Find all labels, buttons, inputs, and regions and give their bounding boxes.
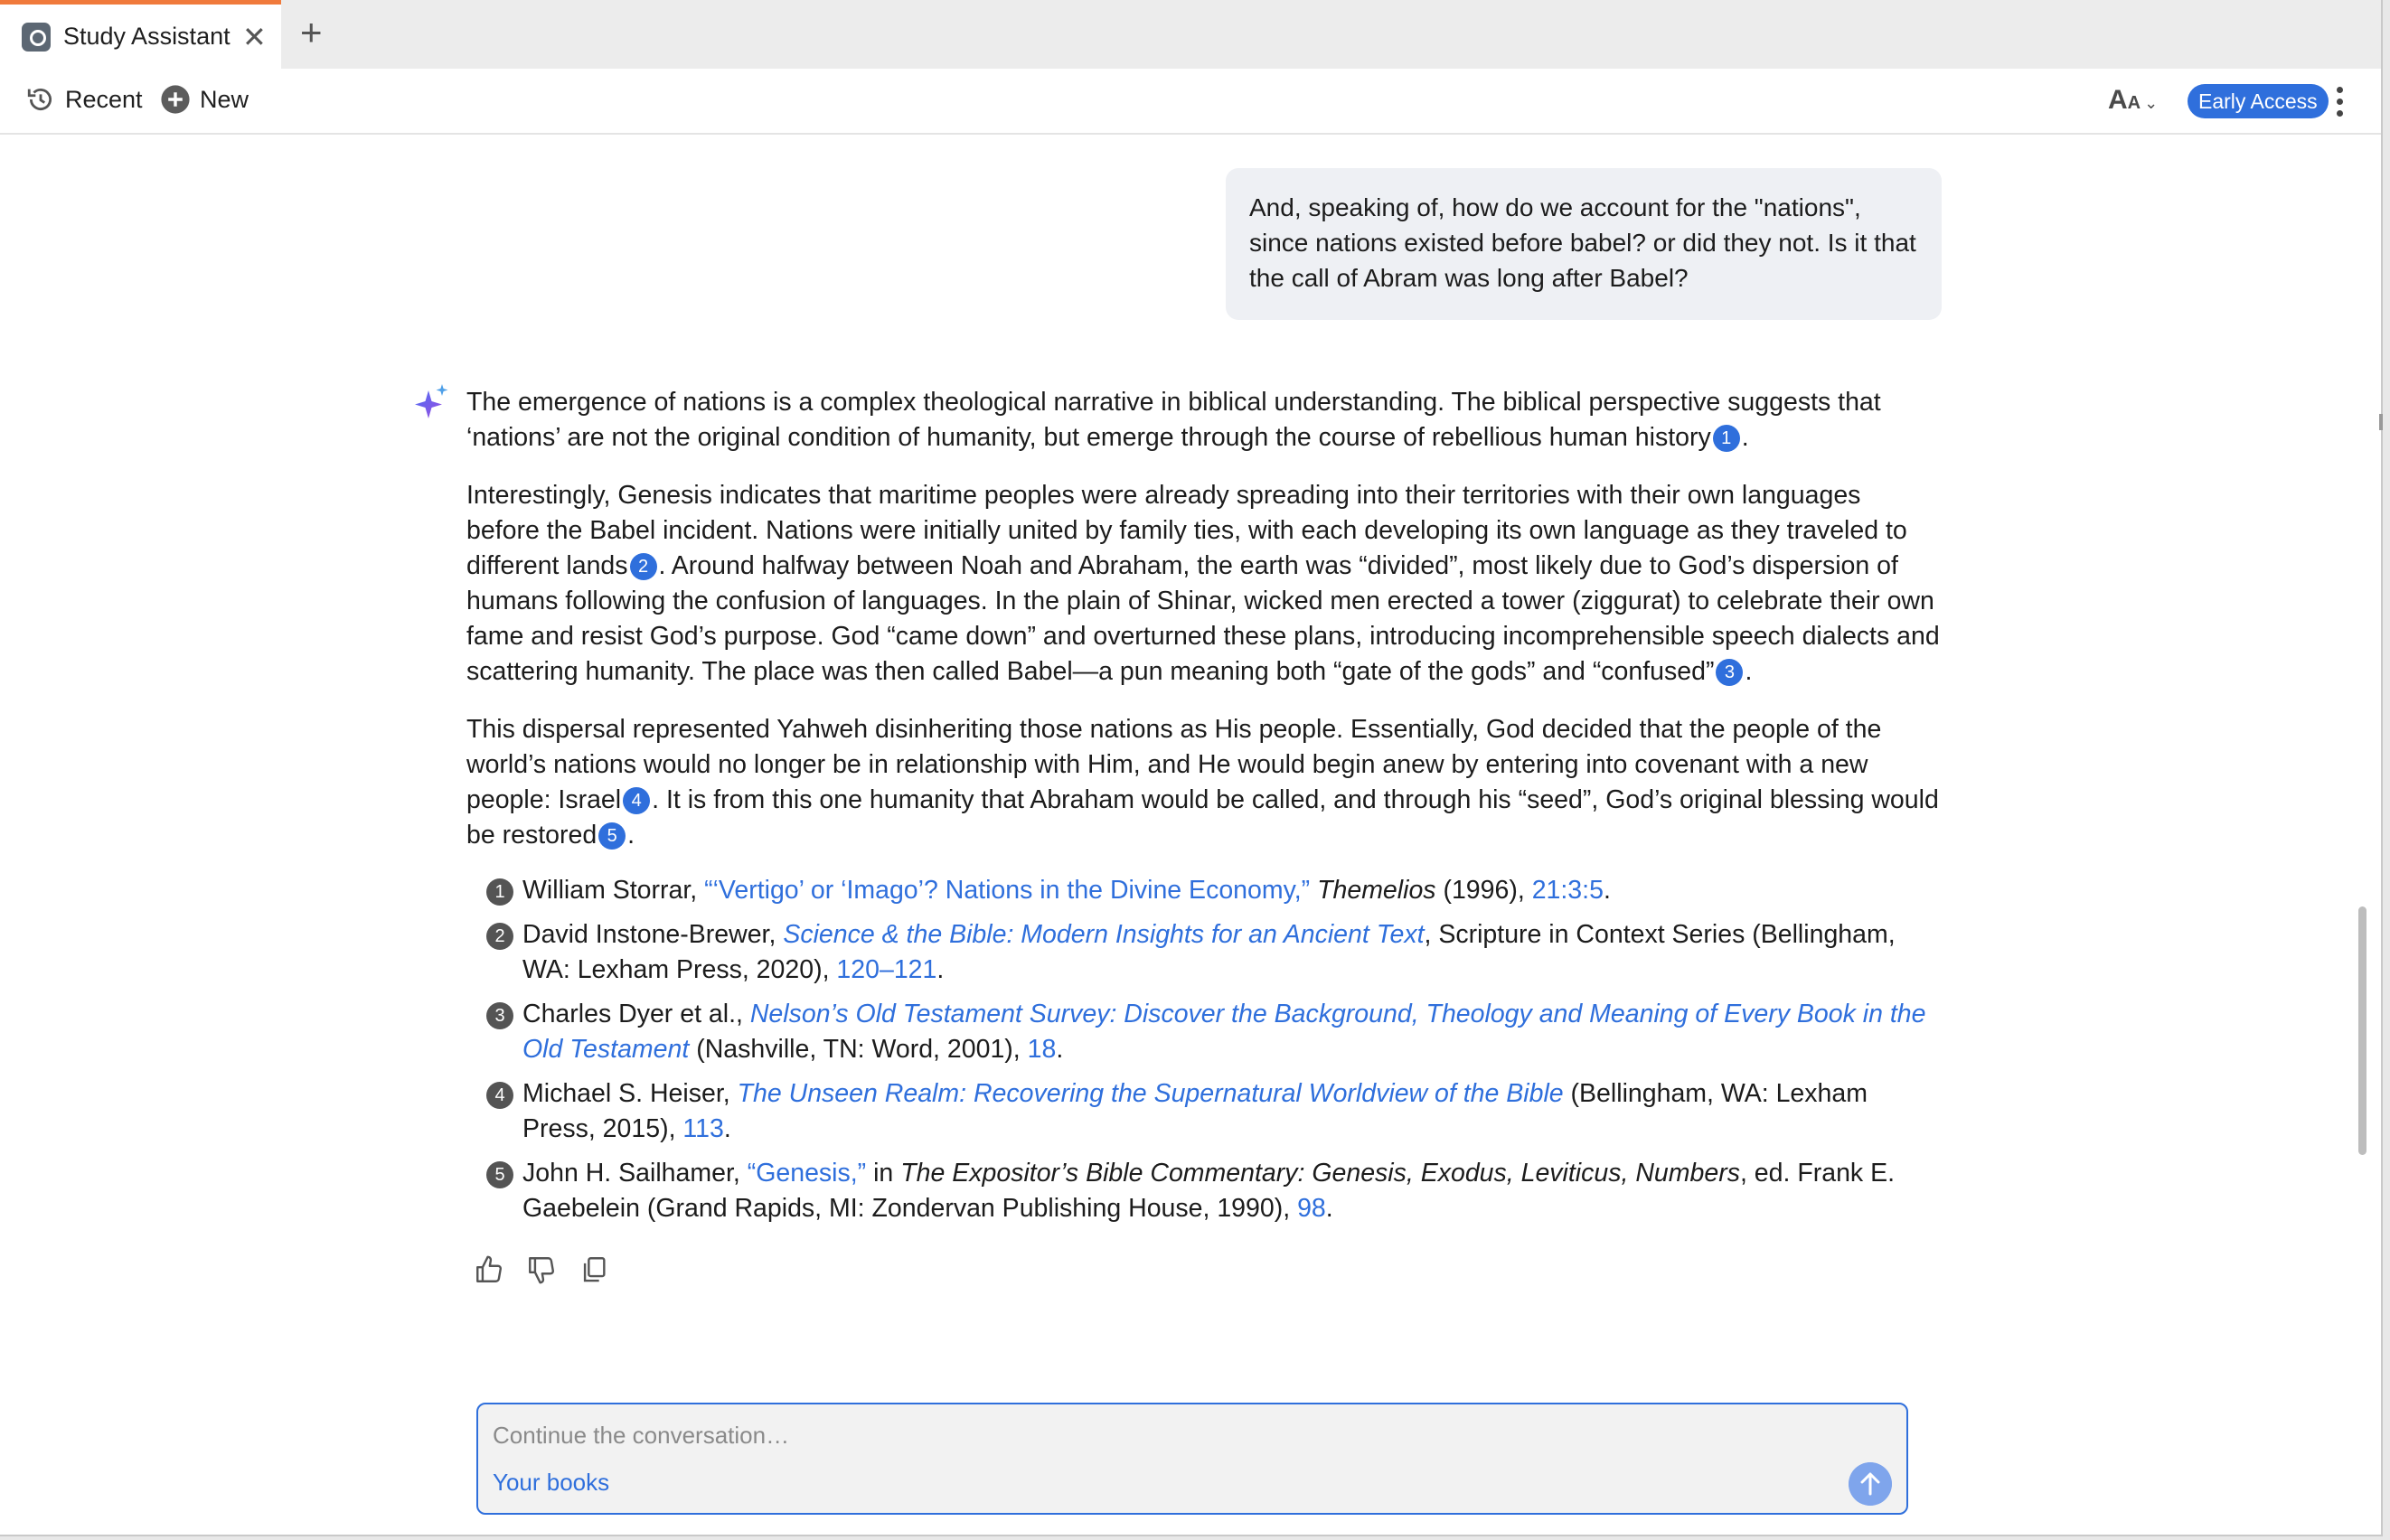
reference-journal: Themelios bbox=[1317, 876, 1436, 905]
new-button[interactable] bbox=[160, 84, 249, 115]
reference-item bbox=[486, 917, 1940, 988]
reference-title-link[interactable]: Science & the Bible: Modern Insights for an Ancient Text bbox=[783, 920, 1425, 949]
recent-label: Recent bbox=[65, 85, 143, 113]
answer-text: Interestingly, Genesis indicates that maritime peoples were already spreading into their territories with their own languages before the Babel incident. Nations were initially united by family ties, with each developing its own language as they traveled to different lands bbox=[466, 481, 1907, 580]
chevron-down-icon: ⌄ bbox=[2144, 94, 2159, 112]
reference-pages-link[interactable]: 113 bbox=[682, 1114, 724, 1143]
reference-details: (Bellingham, WA: Lexham Press, 2015), bbox=[522, 1079, 1868, 1143]
reference-pages-link[interactable]: 98 bbox=[1297, 1194, 1326, 1223]
assistant-answer bbox=[466, 385, 1940, 1235]
reference-number: 1 bbox=[486, 878, 513, 906]
citation-marker[interactable]: 4 bbox=[623, 787, 650, 814]
answer-text: . It is from this one humanity that Abraham would be called, and through his “seed”, God’s original blessing would be restored bbox=[466, 785, 1939, 850]
reference-details: (Nashville, TN: Word, 2001), bbox=[689, 1035, 1028, 1064]
citation-marker[interactable]: 1 bbox=[1713, 425, 1740, 452]
answer-paragraph bbox=[466, 478, 1940, 690]
reference-item bbox=[486, 1076, 1940, 1147]
reference-number: 3 bbox=[486, 1002, 513, 1029]
font-size-button[interactable] bbox=[2108, 85, 2158, 116]
user-message-bubble: And, speaking of, how do we account for the "nations", since nations existed before babel? or did they not. Is it that the call of Abram was long after Babel? bbox=[1226, 168, 1942, 320]
reference-author: David Instone-Brewer, bbox=[522, 920, 784, 949]
answer-text: The emergence of nations is a complex theological narrative in biblical understanding. The biblical perspective suggests that ‘nations’ are not the original condition of humanity, but emerge through the course of rebellious human history bbox=[466, 388, 1881, 452]
more-options-icon[interactable] bbox=[2334, 87, 2345, 117]
reference-item bbox=[486, 997, 1940, 1067]
reference-pages-link[interactable]: 18 bbox=[1027, 1035, 1057, 1064]
reference-pages-link[interactable]: 21:3:5 bbox=[1531, 876, 1604, 905]
plus-circle-icon bbox=[160, 84, 191, 115]
reference-title-link[interactable]: “Genesis,” bbox=[747, 1159, 867, 1188]
thumbs-down-icon[interactable] bbox=[526, 1254, 557, 1285]
reference-title-link[interactable]: “‘Vertigo’ or ‘Imago’? Nations in the Divine Economy,” bbox=[704, 876, 1311, 905]
reference-details: , Scripture in Context Series (Bellingham, WA: Lexham Press, 2020), bbox=[522, 920, 1896, 984]
reference-title-link[interactable]: The Unseen Realm: Recovering the Supernatural Worldview of the Bible bbox=[737, 1079, 1564, 1108]
scrollbar[interactable] bbox=[2358, 906, 2366, 1155]
reference-item bbox=[486, 873, 1940, 908]
window-edge-handle bbox=[2379, 414, 2383, 430]
answer-paragraph bbox=[466, 385, 1940, 455]
new-tab-button[interactable]: + bbox=[300, 11, 323, 53]
close-icon[interactable]: ✕ bbox=[242, 21, 267, 53]
answer-paragraph bbox=[466, 712, 1940, 853]
reference-number: 5 bbox=[486, 1161, 513, 1188]
reference-number: 2 bbox=[486, 923, 513, 950]
reference-end: . bbox=[723, 1114, 731, 1143]
recent-button[interactable] bbox=[25, 84, 143, 115]
reference-number: 4 bbox=[486, 1082, 513, 1109]
reference-end: . bbox=[1603, 876, 1611, 905]
reference-author: John H. Sailhamer, bbox=[522, 1159, 748, 1188]
answer-text: . bbox=[1745, 657, 1753, 686]
reference-end: . bbox=[1056, 1035, 1064, 1064]
citation-marker[interactable]: 5 bbox=[598, 822, 626, 850]
reference-pages-link[interactable]: 120–121 bbox=[836, 955, 937, 984]
history-icon bbox=[25, 84, 56, 115]
feedback-actions bbox=[474, 1254, 609, 1285]
reference-connector: in bbox=[866, 1159, 901, 1188]
answer-text: . bbox=[1741, 423, 1749, 452]
font-size-label: A bbox=[2108, 85, 2128, 115]
toolbar bbox=[0, 69, 2381, 135]
font-size-small-label: A bbox=[2127, 93, 2141, 113]
thumbs-up-icon[interactable] bbox=[474, 1254, 504, 1285]
arrow-up-icon[interactable] bbox=[1849, 1462, 1892, 1506]
citation-marker[interactable]: 2 bbox=[630, 553, 657, 580]
reference-details: , ed. Frank E. Gaebelein (Grand Rapids, MI: Zondervan Publishing House, 1990), bbox=[522, 1159, 1896, 1223]
answer-text: . Around halfway between Noah and Abraham, the earth was “divided”, most likely due to God’s dispersion of humans following the confusion of languages. In the plain of Shinar, wicked men erected a tower (ziggurat) to celebrate their own fame and resist God’s purpose. God “came down” and overturned these plans, introducing incomprehensible speech dialects and scattering humanity. The place was then called Babel—a pun meaning both “gate of the gods” and “confused” bbox=[466, 551, 1940, 686]
early-access-badge[interactable]: Early Access bbox=[2188, 84, 2329, 118]
answer-text: This dispersal represented Yahweh disinheriting those nations as His people. Essentially, God decided that the people of the world’s nations would no longer be in relationship with Him, and He would begin anew by entering into covenant with a new people: Israel bbox=[466, 715, 1882, 814]
tab-study-assistant[interactable] bbox=[0, 0, 281, 69]
citation-marker[interactable]: 3 bbox=[1716, 659, 1743, 686]
reference-end: . bbox=[936, 955, 945, 984]
message-input[interactable] bbox=[493, 1417, 1849, 1453]
sparkle-icon bbox=[414, 383, 450, 423]
reference-author: William Storrar, bbox=[522, 876, 705, 905]
tab-strip bbox=[0, 0, 2381, 69]
new-label: New bbox=[200, 85, 249, 113]
reference-book: The Expositor’s Bible Commentary: Genesis, Exodus, Leviticus, Numbers bbox=[900, 1159, 1740, 1188]
search-icon bbox=[22, 23, 51, 52]
reference-author: Michael S. Heiser, bbox=[522, 1079, 738, 1108]
reference-list bbox=[486, 873, 1940, 1226]
reference-author: Charles Dyer et al., bbox=[522, 1000, 750, 1028]
reference-title-link[interactable]: Nelson’s Old Testament Survey: Discover the Background, Theology and Meaning of Every Book in the Old Testament bbox=[522, 1000, 1926, 1064]
answer-text: . bbox=[627, 821, 635, 850]
your-books-scope-button[interactable]: Your books bbox=[493, 1469, 610, 1496]
reference-details: (1996), bbox=[1435, 876, 1532, 905]
tab-title: Study Assistant bbox=[63, 23, 231, 50]
reference-end: . bbox=[1325, 1194, 1333, 1223]
copy-icon[interactable] bbox=[579, 1254, 609, 1285]
composer bbox=[476, 1403, 1908, 1515]
reference-item bbox=[486, 1156, 1940, 1226]
